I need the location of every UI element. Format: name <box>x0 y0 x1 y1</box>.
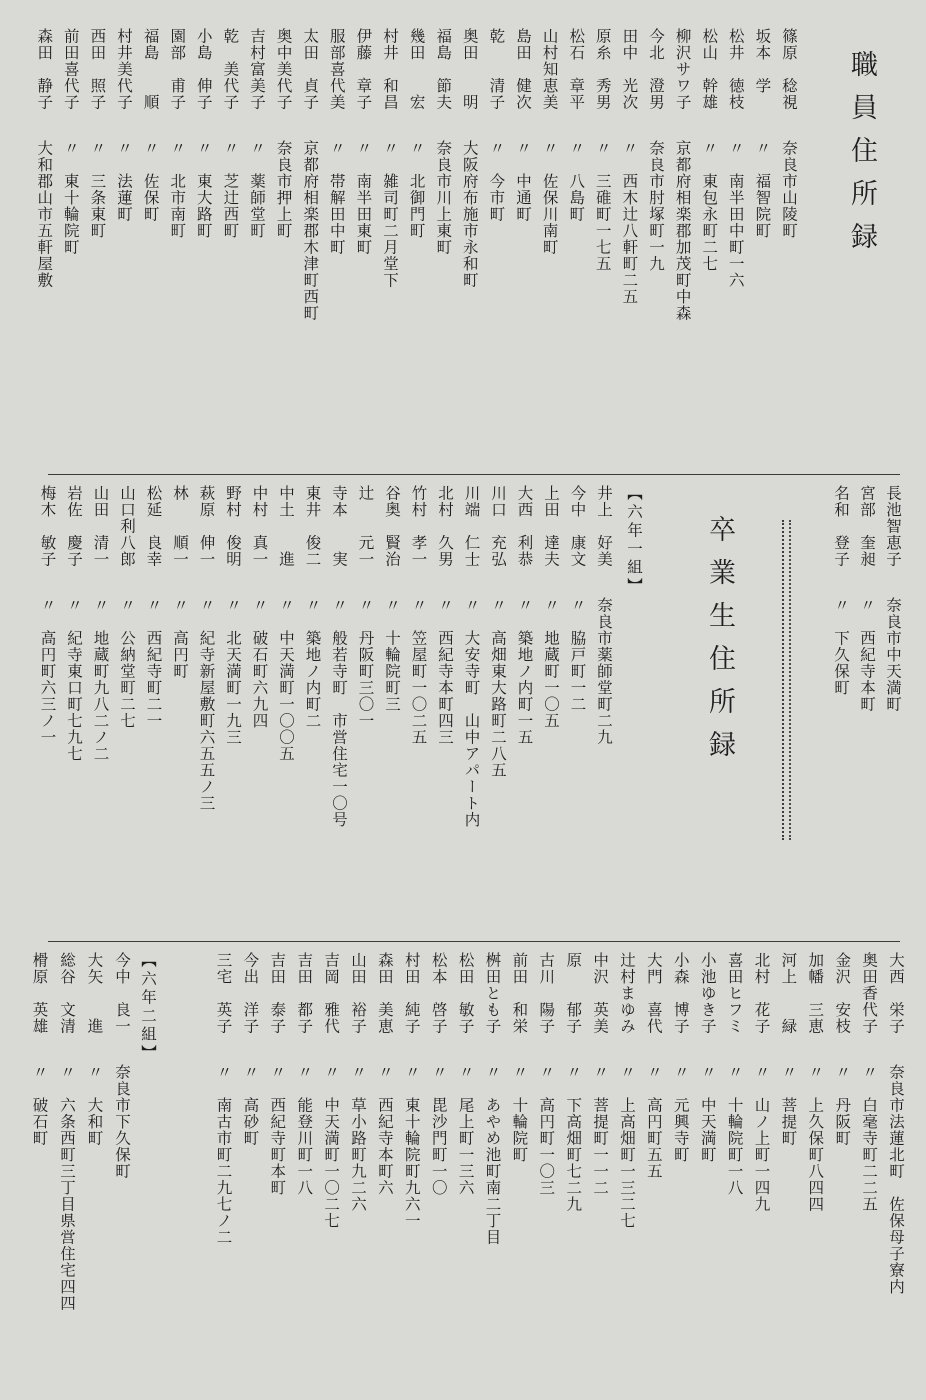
graduate-entry <box>859 952 879 1213</box>
staff-entry <box>593 28 613 272</box>
graduate-entry <box>590 952 610 1196</box>
entry-address: 〃 中通町 <box>514 140 532 223</box>
entry-name: 中村 真一 <box>250 485 269 568</box>
entry-name: 中土 進 <box>277 485 295 568</box>
entry-address: 〃 十輪院町 <box>510 1064 529 1163</box>
staff-entry <box>247 28 267 239</box>
graduate-entry <box>303 485 323 729</box>
graduate-entry <box>832 952 852 1147</box>
entry-address: 〃 南古市町二九七ノ二 <box>214 1064 233 1246</box>
entry-address: 〃 上高畑町一三二七 <box>618 1064 636 1229</box>
staff-entry <box>566 28 586 223</box>
graduate-entry <box>483 952 503 1246</box>
staff-entry <box>114 28 134 223</box>
graduate-entry <box>38 485 58 746</box>
entry-name: 松山 幹雄 <box>700 28 719 111</box>
decorative-border <box>782 520 800 840</box>
entry-address: 京都府相楽郡木津町西町 <box>301 140 320 322</box>
entry-name: 前田 和栄 <box>510 952 529 1035</box>
graduates-section-title: 卒業生住所録 <box>704 515 735 773</box>
entry-address: 〃 中天満町 <box>698 1064 717 1163</box>
entry-name: 桝田とも子 <box>483 952 502 1035</box>
entry-name: 寺本 実 <box>330 485 348 568</box>
staff-entry <box>486 28 506 223</box>
staff-entry <box>540 28 560 256</box>
entry-name: 中沢 英美 <box>591 952 610 1035</box>
entry-name: 今北 澄男 <box>647 28 665 111</box>
graduate-entry <box>240 952 260 1147</box>
graduate-entry <box>488 485 508 779</box>
graduate-entry <box>778 952 798 1147</box>
entry-name: 川口 充弘 <box>489 485 507 568</box>
graduate-entry <box>117 485 137 729</box>
entry-name: 島田 健次 <box>514 28 532 111</box>
entry-name: 坂本 学 <box>753 28 772 94</box>
entry-address: 〃 西紀寺町二一 <box>144 597 163 729</box>
entry-name: 上田 達夫 <box>542 485 560 568</box>
entry-name: 奥田 明 <box>460 28 479 111</box>
entry-name: 加幡 三恵 <box>806 952 825 1035</box>
staff-entry <box>433 28 453 256</box>
staff-entry <box>353 28 373 256</box>
staff-entry <box>619 28 639 305</box>
entry-address: 〃 高円町一〇三 <box>537 1064 556 1196</box>
entry-address: 奈良市薬師堂町二九 <box>595 597 613 746</box>
entry-address: 〃 高円町 <box>171 597 189 680</box>
entry-address: 〃 築地ノ内町二 <box>303 597 322 729</box>
entry-address: 〃 法蓮町 <box>115 140 133 223</box>
graduate-entry <box>223 485 243 746</box>
entry-address: 〃 破石町六九四 <box>250 597 269 729</box>
entry-address: 〃 菩提町一一二 <box>591 1064 610 1196</box>
entry-name: 篠原 稔視 <box>780 28 798 111</box>
graduate-entry <box>831 485 851 696</box>
entry-address: 〃 高円町五五 <box>644 1064 663 1180</box>
graduate-entry <box>541 485 561 729</box>
graduate-entry <box>698 952 718 1163</box>
entry-name: 岩佐 慶子 <box>65 485 83 568</box>
entry-name: 河上 緑 <box>779 952 798 1035</box>
entry-address: 〃 山ノ上町一四九 <box>752 1064 771 1213</box>
graduate-entry <box>85 952 105 1147</box>
entry-name: 井上 好美 <box>595 485 613 568</box>
entry-address: 大阪府布施市永和町 <box>460 140 479 289</box>
entry-address: 〃 脇戸町一二 <box>568 597 587 713</box>
entry-address: 〃 西紀寺本町 <box>858 597 876 713</box>
graduate-entry <box>267 952 287 1196</box>
graduate-entry <box>509 952 529 1163</box>
entry-name: 今中 良一 <box>113 952 131 1035</box>
graduate-entry <box>356 485 376 729</box>
staff-entry <box>779 28 799 239</box>
entry-name: 榾原 英雄 <box>30 952 49 1035</box>
entry-name: 長池智恵子 <box>884 485 902 568</box>
entry-name: 大矢 進 <box>85 952 104 1035</box>
graduate-entry <box>805 952 825 1213</box>
entry-name: 服部喜代美 <box>327 28 346 111</box>
graduate-entry <box>144 485 164 729</box>
graduate-entry <box>644 952 664 1180</box>
entry-name: 北村 久男 <box>436 485 454 568</box>
entry-address: 〃 福智院町 <box>753 140 772 239</box>
staff-entry <box>167 28 187 239</box>
entry-address: 〃 芝辻西町 <box>221 140 240 239</box>
graduate-entry <box>170 485 190 680</box>
entry-name: 松石 章平 <box>567 28 586 111</box>
staff-entry <box>513 28 533 223</box>
entry-address: 〃 地蔵町九八二ノ二 <box>91 597 110 762</box>
entry-name: 北村 花子 <box>752 952 771 1035</box>
entry-address: 奈良市中天満町 <box>884 597 902 713</box>
entry-address: 大和郡山市五軒屋敷 <box>35 140 54 289</box>
entry-name: 松井 徳枝 <box>726 28 745 111</box>
entry-address: 〃 十輪院町一八 <box>725 1064 744 1196</box>
staff-entry <box>300 28 320 322</box>
entry-name: 山田 清一 <box>91 485 110 568</box>
entry-name: 幾田 宏 <box>407 28 426 111</box>
entry-address: 〃 丹阪町三〇一 <box>356 597 375 729</box>
entry-address: 〃 中天満町一〇〇五 <box>277 597 295 762</box>
entry-name: 大西 利恭 <box>515 485 534 568</box>
staff-entry <box>194 28 214 239</box>
entry-name: 小池ゆき子 <box>698 952 717 1035</box>
graduate-entry <box>752 952 772 1213</box>
graduate-entry <box>671 952 691 1163</box>
entry-name: 山田 裕子 <box>349 952 367 1035</box>
entry-name: 原糸 秀男 <box>593 28 612 111</box>
entry-address: 〃 北市南町 <box>168 140 187 239</box>
staff-entry <box>460 28 480 289</box>
entry-name: 梅木 敏子 <box>38 485 57 568</box>
graduate-entry <box>329 485 349 828</box>
entry-address: 奈良市川上東町 <box>434 140 453 256</box>
entry-name: 吉岡 雅代 <box>322 952 341 1035</box>
entry-address: 〃 笠屋町一〇二五 <box>409 597 428 746</box>
entry-name: 吉村富美子 <box>248 28 266 111</box>
entry-address: 〃 三条東町 <box>88 140 107 239</box>
entry-address: 〃 大安寺町 山中アパート内 <box>462 597 481 828</box>
entry-name: 辻 元一 <box>356 485 375 568</box>
entry-name: 森田 静子 <box>35 28 54 111</box>
entry-address: 〃 南半田中町一六 <box>726 140 745 289</box>
entry-address: 奈良市下久保町 <box>113 1064 131 1180</box>
entry-address: 〃 今市町 <box>487 140 506 223</box>
entry-name: 大門 喜代 <box>644 952 663 1035</box>
entry-address: 〃 下高畑町七二九 <box>564 1064 583 1213</box>
graduate-entry <box>276 485 296 762</box>
graduate-entry <box>30 952 50 1147</box>
entry-name: 吉田 都子 <box>295 952 314 1035</box>
entry-address: 〃 薬師堂町 <box>248 140 266 239</box>
entry-address: 〃 東大路町 <box>194 140 213 239</box>
graduate-entry <box>409 485 429 746</box>
entry-address: 〃 丹阪町 <box>833 1064 852 1147</box>
entry-name: 林 順一 <box>171 485 189 568</box>
entry-name: 松本 啓子 <box>429 952 448 1035</box>
graduate-entry <box>617 952 637 1229</box>
entry-address: 〃 あやめ池町南二丁目 <box>483 1064 502 1246</box>
entry-name: 今中 康文 <box>568 485 587 568</box>
entry-name: 名和 登子 <box>832 485 850 568</box>
entry-address: 〃 白毫寺町二二五 <box>860 1064 879 1213</box>
graduate-entry <box>429 952 449 1196</box>
staff-entry <box>141 28 161 223</box>
graduate-entry <box>456 952 476 1196</box>
class-6-2-label: 【六年二組】 <box>139 952 157 1063</box>
graduate-entry <box>197 485 217 812</box>
entry-name: 総谷 文清 <box>58 952 76 1035</box>
graduate-entry <box>348 952 368 1213</box>
entry-name: 村井 和昌 <box>381 28 399 111</box>
graduate-entry <box>568 485 588 713</box>
entry-address: 〃 北天満町一九三 <box>224 597 242 746</box>
entry-address: 〃 高円町六三ノ一 <box>38 597 57 746</box>
entry-address: 〃 佐保町 <box>141 140 160 223</box>
entry-name: 伊藤 章子 <box>354 28 373 111</box>
entry-name: 松延 良幸 <box>144 485 163 568</box>
entry-address: 〃 元興寺町 <box>671 1064 690 1163</box>
entry-address: 〃 雑司町二月堂下 <box>381 140 399 289</box>
entry-address: 〃 菩提町 <box>779 1064 798 1147</box>
graduate-entry <box>725 952 745 1196</box>
graduate-entry <box>375 952 395 1196</box>
entry-name: 三宅 英子 <box>214 952 233 1035</box>
entry-address: 〃 高畑東大路町二八五 <box>489 597 507 779</box>
entry-name: 今出 洋子 <box>241 952 260 1035</box>
entry-address: 〃 下久保町 <box>832 597 850 696</box>
entry-name: 小森 博子 <box>671 952 690 1035</box>
graduate-entry <box>321 952 341 1229</box>
entry-address: 〃 般若寺町 市営住宅一〇号 <box>330 597 348 828</box>
entry-name: 大西 栄子 <box>887 952 905 1035</box>
staff-section-title: 職員住所録 <box>846 50 877 265</box>
graduate-entry <box>91 485 111 762</box>
entry-address: 〃 能登川町一八 <box>295 1064 314 1196</box>
staff-entry <box>673 28 693 322</box>
section-divider <box>48 941 900 942</box>
entry-name: 金沢 安枝 <box>833 952 852 1035</box>
entry-address: 京都府相楽郡加茂町中森 <box>673 140 692 322</box>
entry-address: 〃 帯解田中町 <box>327 140 346 256</box>
graduate-entry <box>515 485 535 746</box>
entry-address: 〃 西紀寺町本町 <box>268 1064 287 1196</box>
entry-name: 柳沢サワ子 <box>673 28 692 111</box>
graduate-entry <box>250 485 270 729</box>
graduate-entry <box>57 952 77 1312</box>
graduate-entry <box>402 952 422 1229</box>
entry-address: 〃 高砂町 <box>241 1064 260 1147</box>
entry-name: 前田喜代子 <box>61 28 80 111</box>
entry-name: 小島 伸子 <box>194 28 213 111</box>
entry-name: 吉田 泰子 <box>268 952 287 1035</box>
entry-name: 奥田香代子 <box>860 952 879 1035</box>
staff-entry <box>699 28 719 272</box>
staff-entry <box>646 28 666 272</box>
entry-name: 福島 順 <box>141 28 160 111</box>
entry-name: 川端 仁士 <box>462 485 481 568</box>
entry-address: 〃 紀寺新屋敷町六五五ノ三 <box>197 597 216 812</box>
staff-entry <box>726 28 746 289</box>
staff-entry <box>752 28 772 239</box>
entry-name: 辻村まゆみ <box>618 952 636 1035</box>
graduate-entry <box>112 952 132 1180</box>
entry-name: 山口利八郎 <box>118 485 136 568</box>
entry-address: 〃 十輪院町三 <box>383 597 401 713</box>
staff-entry <box>274 28 294 239</box>
entry-name: 宮部 奎昶 <box>858 485 876 568</box>
entry-address: 奈良市法蓮北町 佐保母子寮内 <box>887 1064 905 1295</box>
staff-entry <box>380 28 400 289</box>
entry-name: 萩原 伸一 <box>197 485 216 568</box>
entry-name: 園部 甫子 <box>168 28 187 111</box>
graduate-entry <box>536 952 556 1196</box>
staff-entry <box>327 28 347 256</box>
entry-name: 森田 美恵 <box>375 952 394 1035</box>
entry-address: 〃 八島町 <box>567 140 586 223</box>
entry-name: 太田 貞子 <box>301 28 320 111</box>
entry-address: 〃 三碓町一七五 <box>593 140 612 272</box>
staff-entry <box>407 28 427 239</box>
graduate-entry <box>382 485 402 713</box>
graduate-entry <box>594 485 614 746</box>
entry-address: 〃 西木辻八軒町二五 <box>620 140 639 305</box>
entry-name: 古川 陽子 <box>537 952 556 1035</box>
graduate-entry <box>563 952 583 1213</box>
entry-address: 〃 大和町 <box>85 1064 104 1147</box>
graduate-entry <box>462 485 482 828</box>
entry-name: 西田 照子 <box>88 28 107 111</box>
entry-name: 田中 光次 <box>620 28 639 111</box>
entry-address: 〃 毘沙門町一〇 <box>429 1064 448 1196</box>
entry-name: 山村知恵美 <box>540 28 559 111</box>
section-divider <box>48 474 900 475</box>
entry-address: 〃 六条西町三丁目県営住宅四四 <box>58 1064 76 1312</box>
entry-address: 〃 西紀寺本町六 <box>375 1064 394 1196</box>
entry-name: 喜田ヒフミ <box>725 952 744 1035</box>
entry-address: 〃 西紀寺本町四三 <box>436 597 454 746</box>
entry-address: 〃 東十輪院町 <box>61 140 80 256</box>
entry-address: 奈良市山陵町 <box>780 140 798 239</box>
entry-name: 福島 節夫 <box>434 28 453 111</box>
entry-address: 奈良市押上町 <box>274 140 293 239</box>
entry-name: 奥中美代子 <box>274 28 293 111</box>
entry-name: 竹村 孝一 <box>409 485 428 568</box>
entry-name: 東井 俊二 <box>303 485 322 568</box>
entry-address: 〃 地蔵町一〇五 <box>542 597 560 729</box>
entry-address: 〃 南半田東町 <box>354 140 373 256</box>
entry-address: 〃 破石町 <box>30 1064 49 1147</box>
entry-address: 〃 中天満町一〇二七 <box>322 1064 341 1229</box>
entry-address: 〃 築地ノ内町一五 <box>515 597 534 746</box>
entry-address: 奈良市肘塚町一九 <box>647 140 665 272</box>
staff-entry <box>61 28 81 256</box>
graduate-entry <box>294 952 314 1196</box>
graduate-entry <box>857 485 877 713</box>
graduate-entry <box>64 485 84 762</box>
graduate-entry <box>886 952 906 1295</box>
class-6-1-label: 【六年一組】 <box>625 485 643 596</box>
entry-address: 〃 東包永町二七 <box>700 140 719 272</box>
entry-address: 〃 東十輪院町九六一 <box>402 1064 421 1229</box>
entry-address: 〃 佐保川南町 <box>540 140 559 256</box>
entry-address: 〃 草小路町九二六 <box>349 1064 367 1213</box>
staff-entry <box>220 28 240 239</box>
entry-name: 松田 敏子 <box>456 952 475 1035</box>
entry-address: 〃 北御門町 <box>407 140 426 239</box>
entry-name: 乾 清子 <box>487 28 506 111</box>
graduate-entry <box>435 485 455 746</box>
staff-entry <box>34 28 54 289</box>
entry-address: 〃 公納堂町二七 <box>118 597 136 729</box>
entry-name: 乾 美代子 <box>221 28 240 111</box>
entry-address: 〃 紀寺東口町七九七 <box>65 597 83 762</box>
entry-name: 原 郁子 <box>564 952 583 1035</box>
graduate-entry <box>214 952 234 1246</box>
entry-name: 村井美代子 <box>115 28 133 111</box>
entry-name: 村田 純子 <box>402 952 421 1035</box>
entry-name: 谷奥 賢治 <box>383 485 401 568</box>
entry-name: 野村 俊明 <box>224 485 242 568</box>
staff-entry <box>87 28 107 239</box>
graduate-entry <box>883 485 903 713</box>
entry-address: 〃 尾上町一三六 <box>456 1064 475 1196</box>
entry-address: 〃 上久保町八四四 <box>806 1064 825 1213</box>
